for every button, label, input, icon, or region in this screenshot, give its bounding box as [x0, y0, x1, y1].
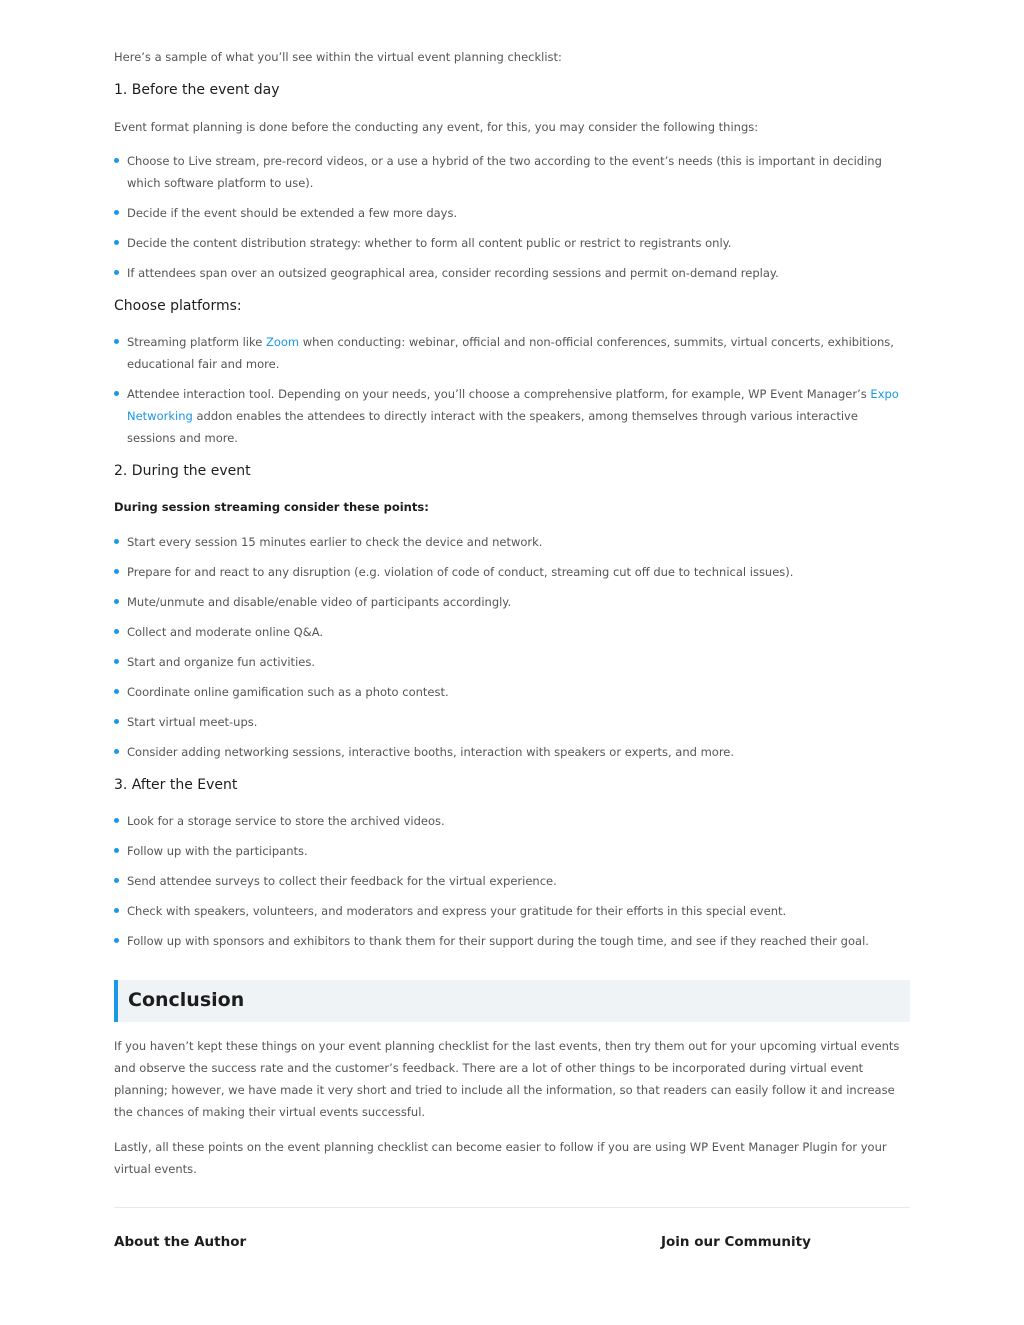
bullet-icon [114, 938, 119, 943]
list-item: Start virtual meet-ups. [114, 711, 910, 733]
intro-text: Here’s a sample of what you’ll see within the virtual event planning checklist: [114, 50, 562, 64]
bullet-icon [114, 539, 119, 544]
bullet-icon [114, 158, 119, 163]
conclusion-paragraph-1: If you haven’t kept these things on your event planning checklist for the last events, then try them out for your upcoming virtual events and observe the success rate and the customer’s feedback. There are a lot of other things to be incorporated during virtual event planning; however, we have made it very short and tried to include all the information, so that readers can easily follow it and increase the chances of making their virtual events successful. [114, 1039, 900, 1119]
conclusion-heading-box [114, 980, 910, 1022]
list-item: Decide the content distribution strategy: whether to form all content public or restrict to registrants only. [114, 232, 910, 254]
list-item: Streaming platform like Zoom when conducting: webinar, official and non-official conferences, summits, virtual concerts, exhibitions, educational fair and more. [114, 331, 910, 375]
list-item: Mute/unmute and disable/enable video of participants accordingly. [114, 591, 910, 613]
about-author-title: About the Author [114, 1234, 247, 1250]
list-item: Follow up with the participants. [114, 840, 910, 862]
bullet-icon [114, 908, 119, 913]
bullet-icon [114, 240, 119, 245]
during-event-heading: 2. During the event [114, 463, 251, 479]
bullet-icon [114, 339, 119, 344]
list-item: Send attendee surveys to collect their feedback for the virtual experience. [114, 870, 910, 892]
list-item: Start and organize fun activities. [114, 651, 910, 673]
list-item: Look for a storage service to store the archived videos. [114, 810, 910, 832]
during-event-list [114, 531, 910, 771]
list-item: Choose to Live stream, pre-record videos, or a use a hybrid of the two according to the event’s needs (this is important in deciding which software platform to use). [114, 150, 910, 194]
bullet-icon [114, 391, 119, 396]
list-item: Collect and moderate online Q&A. [114, 621, 910, 643]
zoom-link[interactable]: Zoom [265, 335, 300, 349]
list-item: If attendees span over an outsized geographical area, consider recording sessions and permit on-demand replay. [114, 262, 910, 284]
list-item: Decide if the event should be extended a few more days. [114, 202, 910, 224]
bullet-icon [114, 818, 119, 823]
before-event-paragraph: Event format planning is done before the conducting any event, for this, you may consider the following things: [114, 120, 759, 134]
after-event-list [114, 810, 910, 960]
bullet-icon [114, 749, 119, 754]
conclusion-heading: Conclusion [128, 989, 245, 1011]
before-event-list [114, 150, 910, 292]
choose-platforms-heading: Choose platforms: [114, 298, 242, 314]
list-item: Start every session 15 minutes earlier to check the device and network. [114, 531, 910, 553]
bullet-icon [114, 878, 119, 883]
list-item: Prepare for and react to any disruption (e.g. violation of code of conduct, streaming cut off due to technical issues). [114, 561, 910, 583]
list-item: Follow up with sponsors and exhibitors to thank them for their support during the tough time, and see if they reached their goal. [114, 930, 910, 952]
list-item: Coordinate online gamification such as a photo contest. [114, 681, 910, 703]
after-event-heading: 3. After the Event [114, 777, 238, 793]
bullet-icon [114, 270, 119, 275]
conclusion-paragraph-2: Lastly, all these points on the event planning checklist can become easier to follow if you are using WP Event Manager Plugin for your virtual events. [114, 1140, 887, 1176]
platforms-list [114, 331, 910, 457]
bullet-icon [114, 659, 119, 664]
bullet-icon [114, 719, 119, 724]
footer-divider [114, 1207, 910, 1208]
bullet-icon [114, 848, 119, 853]
expo-networking-link[interactable]: Expo Networking [127, 387, 899, 423]
bullet-icon [114, 689, 119, 694]
join-community-title: Join our Community [661, 1234, 811, 1250]
bullet-icon [114, 210, 119, 215]
bullet-icon [114, 599, 119, 604]
list-item: Attendee interaction tool. Depending on your needs, you’ll choose a comprehensive platform, for example, WP Event Manager’s Expo Networking addon enables the attendees to directly interact with the speakers, among themselves through various interactive sessions and more. [114, 383, 910, 449]
before-event-heading: 1. Before the event day [114, 82, 280, 98]
during-event-subheading: During session streaming consider these points: [114, 500, 429, 514]
bullet-icon [114, 629, 119, 634]
list-item: Check with speakers, volunteers, and moderators and express your gratitude for their efforts in this special event. [114, 900, 910, 922]
list-item: Consider adding networking sessions, interactive booths, interaction with speakers or experts, and more. [114, 741, 910, 763]
bullet-icon [114, 569, 119, 574]
